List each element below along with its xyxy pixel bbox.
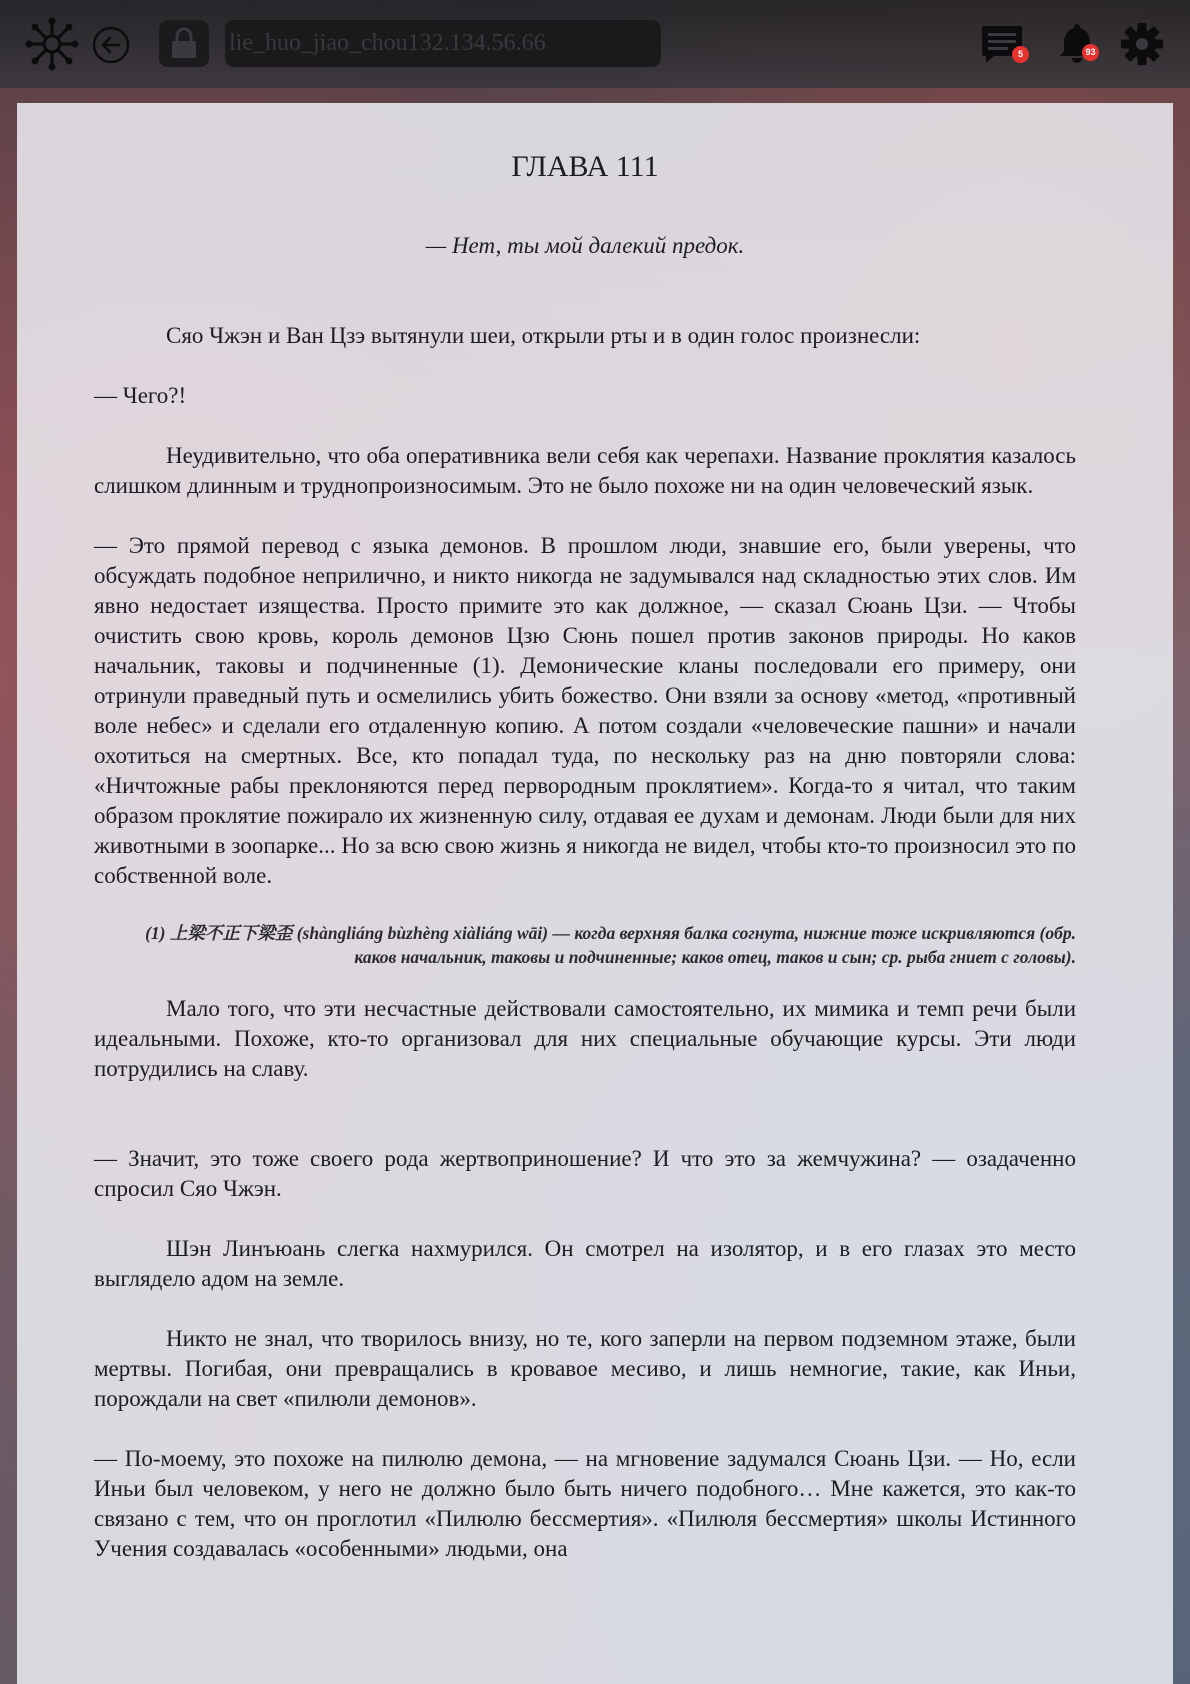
paragraph: Шэн Линъюань слегка нахмурился. Он смотрел на изолятор, и в его глазах это место выглядело адом на земле.: [94, 1236, 1076, 1291]
messages-button[interactable]: [980, 24, 1030, 66]
paragraph: — Это прямой перевод с языка демонов. В прошлом люди, знавшие его, были уверены, что обсуждать подобное неприлично, и никто никогда не задумывался над складностью этих слов. Им явно недостает изящества. Просто примите это как должное, — сказал Сюань Цзи. — Чтобы очистить свою кровь, король демонов Цзю Сюнь пошел против законов природы. Но каков начальник, таковы и подчиненные (1). Демонические кланы последовали его примеру, они отринули праведный путь и осмелились убить божество. Они взяли за основу «метод, «противный воле небес» и сделали его отдаленную копию. А потом создали «человеческие пашни» и начали охотиться на смертных. Все, кто попадал туда, по нескольку раз на дню повторяли слова: «Ничтожные рабы преклоняются перед первородным проклятием». Когда-то я читал, что таким образом проклятие пожирало их жизненную силу, отдавая ее духам и демонам. Люди были для них животными в зоопарке... Но за всю свою жизнь я никогда не видел, чтобы кто-то произносил это по собственной воле.: [94, 533, 1076, 888]
address-input[interactable]: [225, 20, 661, 67]
paragraph: — Значит, это тоже своего рода жертвоприношение? И что это за жемчужина? — озадаченно спросил Сяо Чжэн.: [94, 1146, 1076, 1201]
chapter-title: ГЛАВА 111: [511, 150, 659, 183]
paragraph: — Чего?!: [94, 383, 187, 408]
paragraph: Мало того, что эти несчастные действовали самостоятельно, их мимика и темп речи были идеальными. Похоже, кто-то организовал для них специальные обучающие курсы. Эти люди потрудились на славу.: [94, 996, 1076, 1081]
settings-button[interactable]: [1120, 22, 1164, 66]
paragraph: — По-моему, это похоже на пилюлю демона, — на мгновение задумался Сюань Цзи. — Но, если Иньи был человеком, у него не должно было быть ничего подобного… Мне кажется, это как-то связано с тем, что он проглотил «Пилюлю бессмертия». «Пилюля бессмертия» школы Истинного Учения создавалась «особенными» людьми, она: [94, 1446, 1076, 1561]
reader-page: [17, 103, 1173, 1684]
paragraph: Никто не знал, что творилось внизу, но те, кого заперли на первом подземном этаже, были мертвы. Погибая, они превращались в кровавое месиво, и лишь немногие, такие, как Иньи, порождали на свет «пилюли демонов».: [94, 1326, 1076, 1411]
notifications-button[interactable]: [1058, 22, 1102, 66]
chapter-content: [94, 103, 1076, 1564]
chapter-epigraph: — Нет, ты мой далекий предок.: [425, 233, 745, 258]
back-arrow-icon[interactable]: [92, 26, 130, 64]
top-bar: [0, 0, 1190, 88]
notifications-count-badge: 93: [1082, 44, 1099, 61]
network-hub-icon[interactable]: [24, 16, 80, 72]
messages-count-badge: 5: [1012, 46, 1029, 63]
footnote: (1) 上梁不正下梁歪 (shàngliáng bùzhèng xiàliáng wāi) — когда верхняя балка согнута, нижние тоже искривляются (обр. каков начальник, таковы и подчиненные; каков отец, таков и сын; ср. рыба гниет с головы).: [145, 923, 1076, 967]
lock-button[interactable]: [159, 20, 209, 67]
paragraph: Неудивительно, что оба оперативника вели себя как черепахи. Название проклятия казалось слишком длинным и труднопроизносимым. Это не было похоже ни на один человеческий язык.: [94, 443, 1076, 498]
lock-icon: [168, 26, 200, 60]
paragraph: Сяо Чжэн и Ван Цзэ вытянули шеи, открыли рты и в один голос произнесли:: [166, 323, 921, 348]
gear-icon: [1120, 22, 1164, 66]
